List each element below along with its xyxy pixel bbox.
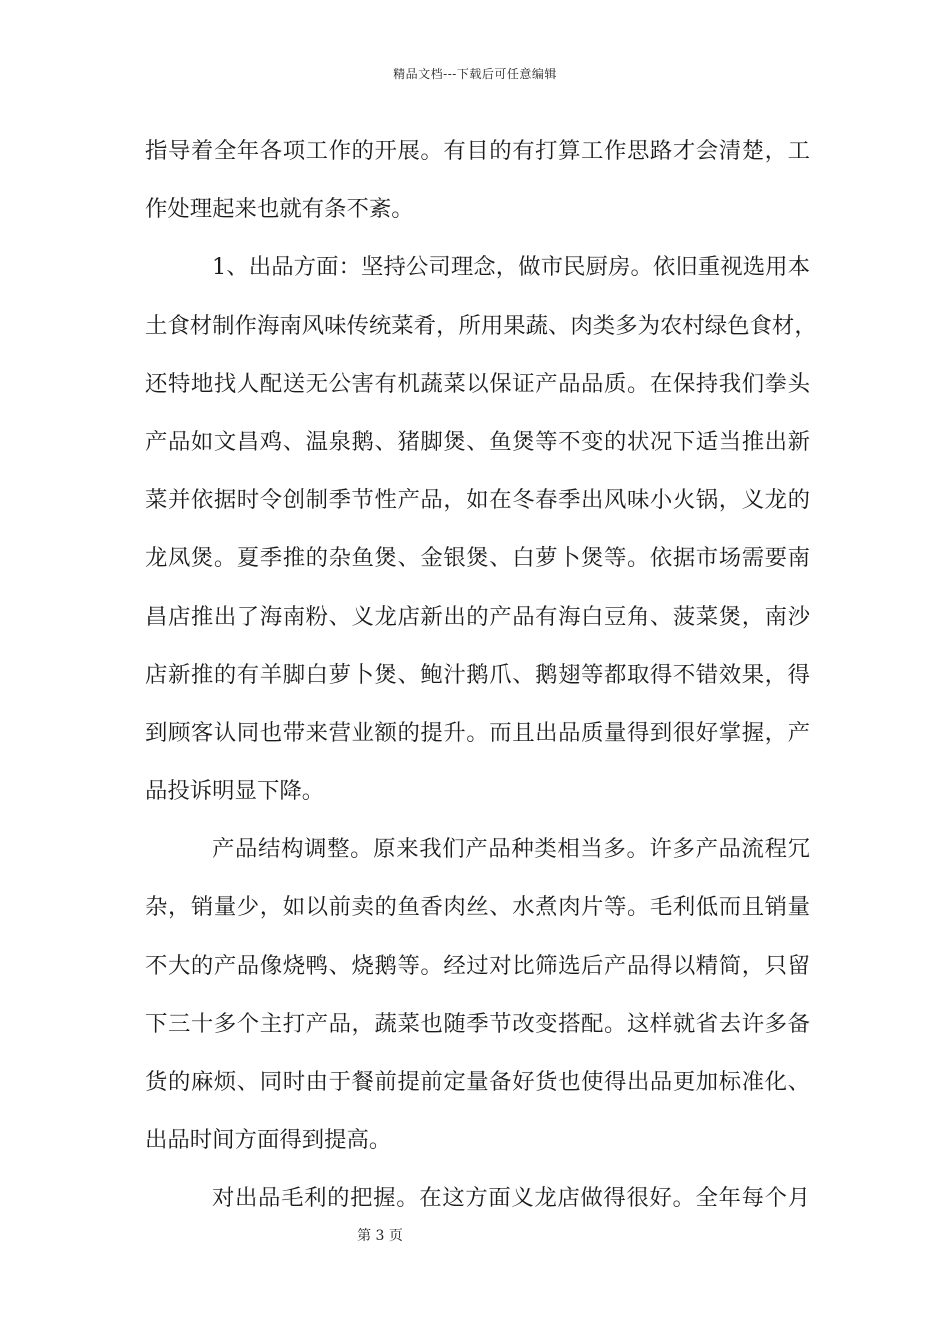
paragraph-line: 店新推的有羊脚白萝卜煲、鲍汁鹅爪、鹅翅等都取得不错效果，得 <box>145 661 810 688</box>
paragraph-line: 还特地找人配送无公害有机蔬菜以保证产品品质。在保持我们拳头 <box>145 370 810 397</box>
paragraph-line: 菜并依据时令创制季节性产品，如在冬春季出风味小火锅，义龙的 <box>145 487 810 514</box>
paragraph-line: 土食材制作海南风味传统菜肴，所用果蔬、肉类多为农村绿色食材， <box>145 312 817 339</box>
paragraph-line: 品投诉明显下降。 <box>145 778 325 805</box>
paragraph-line: 杂，销量少，如以前卖的鱼香肉丝、水煮肉片等。毛利低而且销量 <box>145 894 810 921</box>
paragraph-line: 产品结构调整。原来我们产品种类相当多。许多产品流程冗 <box>212 836 810 863</box>
paragraph-line: 1、出品方面：坚持公司理念，做市民厨房。依旧重视选用本 <box>212 254 810 281</box>
paragraph-line: 货的麻烦、同时由于餐前提前定量备好货也使得出品更加标准化、 <box>145 1069 810 1095</box>
paragraph-line: 产品如文昌鸡、温泉鹅、猪脚煲、鱼煲等不变的状况下适当推出新 <box>145 428 810 455</box>
paragraph-line: 龙凤煲。夏季推的杂鱼煲、金银煲、白萝卜煲等。依据市场需要南 <box>145 545 810 572</box>
paragraph-line: 作处理起来也就有条不紊。 <box>145 196 414 223</box>
page-header: 精品文档---下载后可任意编辑 <box>393 67 557 81</box>
paragraph-line: 不大的产品像烧鸭、烧鹅等。经过对比筛选后产品得以精简，只留 <box>145 952 810 979</box>
document-body <box>145 122 817 1228</box>
paragraph-line: 指导着全年各项工作的开展。有目的有打算工作思路才会清楚，工 <box>145 138 810 164</box>
page-number: 第 3 页 <box>357 1228 403 1244</box>
paragraph-line: 对出品毛利的把握。在这方面义龙店做得很好。全年每个月 <box>212 1185 810 1212</box>
paragraph-line: 出品时间方面得到提高。 <box>145 1127 392 1154</box>
paragraph-line: 到顾客认同也带来营业额的提升。而且出品质量得到很好掌握，产 <box>145 719 810 746</box>
paragraph-line: 昌店推出了海南粉、义龙店新出的产品有海白豆角、菠菜煲，南沙 <box>145 603 810 630</box>
paragraph-line: 下三十多个主打产品，蔬菜也随季节改变搭配。这样就省去许多备 <box>145 1010 810 1037</box>
